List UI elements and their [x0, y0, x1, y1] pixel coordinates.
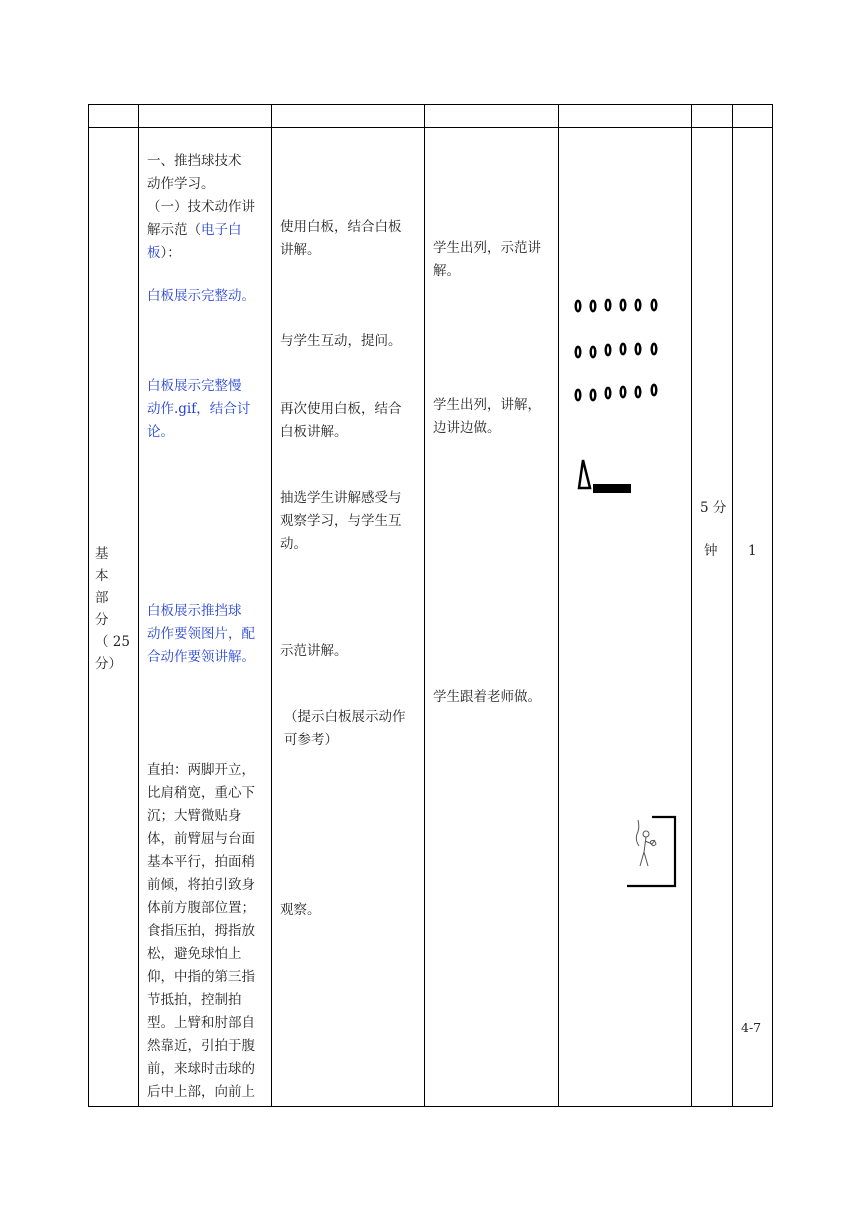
teacher-activity-2: 与学生互动，提问。 — [280, 333, 402, 349]
time-value: 5 分 — [700, 500, 727, 516]
section-label-line: 部 — [95, 590, 109, 606]
section-label-line: 本 — [95, 568, 109, 584]
count-reps: 4-7 — [741, 1020, 762, 1035]
col-line-2 — [271, 104, 272, 1107]
student-marker-icon — [606, 388, 611, 398]
section-label-line: （ 25 — [95, 634, 130, 650]
col-line-6 — [732, 104, 733, 1107]
content-intro-end: ）： — [160, 245, 181, 261]
triangle-icon — [579, 460, 590, 488]
student-marker-icon — [652, 385, 657, 395]
teacher-activity-5: 示范讲解。 — [280, 643, 348, 659]
student-marker-icon — [576, 301, 581, 311]
student-marker-icon — [652, 344, 657, 354]
student-activity-2: 学生出列，讲解， 边讲边做。 — [433, 397, 541, 436]
student-marker-icon — [621, 344, 626, 354]
student-marker-icon — [576, 390, 581, 400]
player-figure-sketch — [624, 814, 680, 890]
student-marker-icon — [636, 344, 641, 354]
content-whiteboard-slow: 白板展示完整慢 动作.gif，结合讨 论。 — [147, 378, 251, 440]
table-bar-icon — [593, 484, 631, 493]
content-intro-text: 一、推挡球技术 动作学习。 （一）技术动作讲 解示范（ — [147, 153, 255, 238]
student-marker-icon — [621, 387, 626, 397]
content-intro — [147, 150, 269, 265]
player-icon — [636, 820, 656, 866]
student-marker-icon — [652, 300, 657, 310]
table-bottom-border — [88, 1106, 773, 1107]
content-intro-highlight: 电子白 板 — [147, 222, 242, 261]
table-top-border — [88, 104, 773, 105]
content-whiteboard-full: 白板展示完整动。 — [147, 288, 255, 304]
student-marker-icon — [606, 345, 611, 355]
student-marker-icon — [591, 301, 596, 311]
section-label-line: 分 — [95, 612, 109, 628]
section-label-line: 基 — [95, 546, 109, 562]
student-marker-icon — [621, 300, 626, 310]
teacher-position-marker — [577, 458, 637, 498]
section-label — [95, 543, 135, 675]
student-marker-icon — [636, 387, 641, 397]
student-marker-icon — [636, 300, 641, 310]
wall-bracket-icon — [627, 817, 675, 886]
col-line-7 — [772, 104, 773, 1107]
teacher-activity-4: 抽选学生讲解感受与 观察学习，与学生互 动。 — [280, 490, 402, 552]
header-row-divider — [88, 127, 773, 128]
student-marker-icon — [591, 390, 596, 400]
student-marker-icon — [576, 347, 581, 357]
teacher-activity-7: 观察。 — [280, 902, 321, 918]
section-label-line: 分） — [95, 656, 122, 672]
teacher-activity-1: 使用白板，结合白板 讲解。 — [280, 219, 402, 258]
teacher-activity-3: 再次使用白板，结合 白板讲解。 — [280, 401, 402, 440]
teacher-activity-6: （提示白板展示动作 可参考） — [284, 709, 406, 748]
col-line-1 — [138, 104, 139, 1107]
col-line-0 — [88, 104, 89, 1107]
student-activity-1: 学生出列，示范讲 解。 — [433, 240, 541, 279]
time-unit: 钟 — [704, 543, 718, 559]
content-whiteboard-images: 白板展示推挡球 动作要领图片，配 合动作要领讲解。 — [147, 603, 255, 665]
student-marker-icon — [591, 347, 596, 357]
student-formation-diagram — [572, 294, 672, 409]
content-technique-detail: 直拍：两脚开立， 比肩稍宽，重心下 沉；大臂微贴身 体，前臂屈与台面 基本平行，拍面稍 前倾，将拍引致身 体前方腹部位置； 食指压拍，拇指放 松，避免球怕上 仰，中指的第三指 节抵拍，控制拍 型。上臂和肘部自 然靠近，引拍于腹 前，来球时击球的 后中上部，向前上 — [147, 762, 255, 1100]
col-line-5 — [691, 104, 692, 1107]
col-line-3 — [424, 104, 425, 1107]
student-activity-3: 学生跟着老师做。 — [433, 689, 541, 705]
col-line-4 — [558, 104, 559, 1107]
student-marker-icon — [606, 300, 611, 310]
count-sets: 1 — [748, 543, 757, 559]
